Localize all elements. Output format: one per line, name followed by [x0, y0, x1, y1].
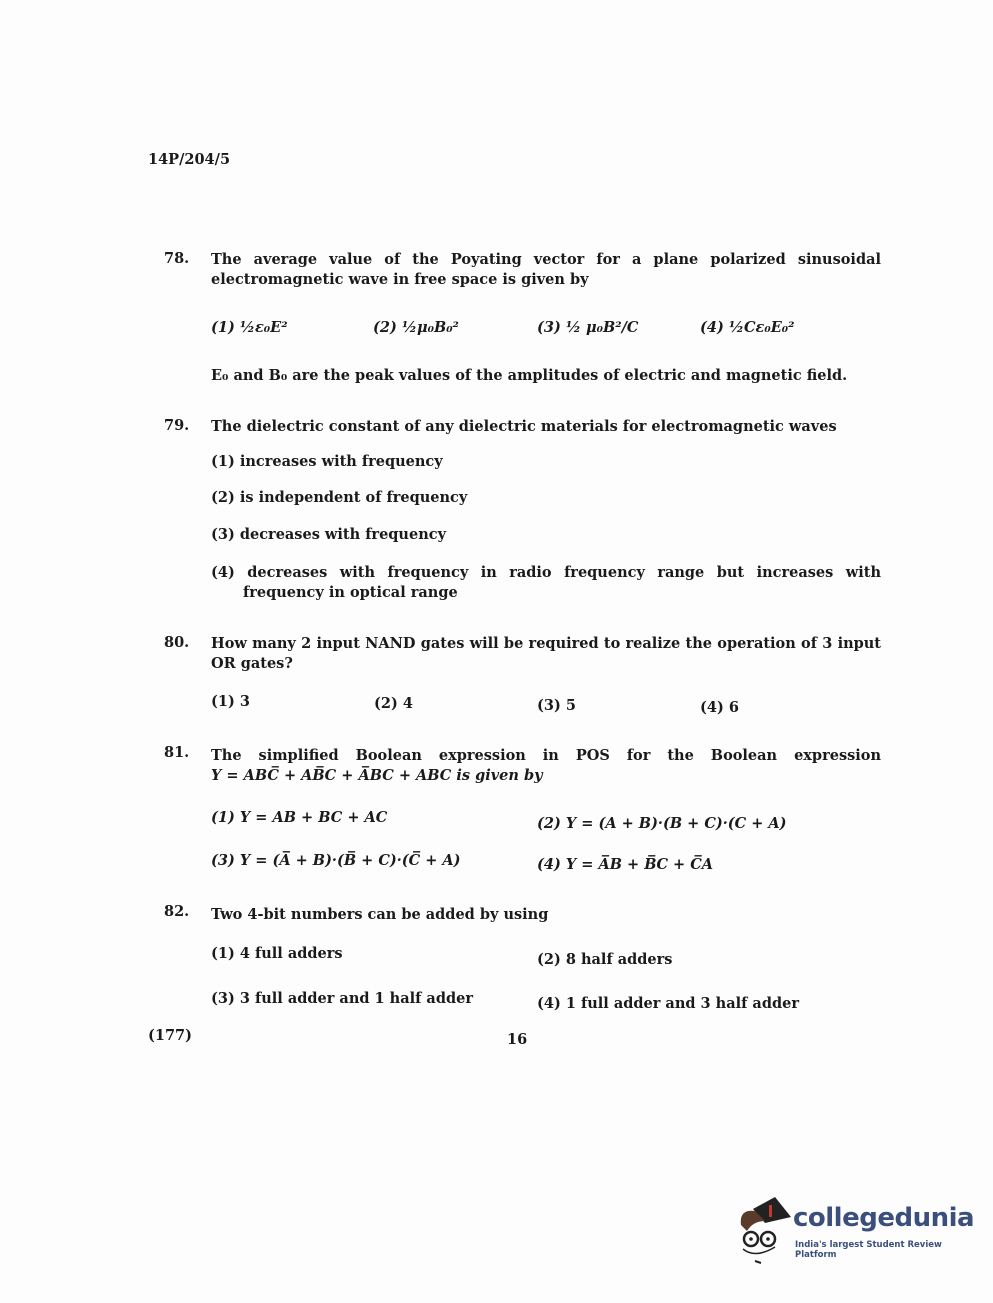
footer-code: (177) [148, 1027, 192, 1044]
option: (3) 5 [537, 697, 576, 714]
option: (2) ½μ₀B₀² [373, 319, 459, 336]
question-number: 82. [164, 903, 190, 920]
option: (4) 1 full adder and 3 half adder [537, 995, 799, 1012]
option: (3) Y = (A̅ + B)·(B̅ + C)·(C̅ + A) [211, 852, 461, 869]
option: (1) 4 full adders [211, 945, 343, 962]
question-note: E₀ and B₀ are the peak values of the amplitudes of electric and magnetic field. [211, 367, 848, 384]
question-number: 80. [164, 634, 190, 651]
mascot-icon [735, 1195, 793, 1265]
question-number: 81. [164, 744, 190, 761]
option: (1) ½ε₀E² [211, 319, 288, 336]
question-text: Two 4-bit numbers can be added by using [211, 906, 549, 923]
option: (1) increases with frequency [211, 453, 443, 470]
option: (3) ½ μ₀B²/C [537, 319, 639, 336]
question-text: The dielectric constant of any dielectric materials for electromagnetic waves [211, 418, 837, 435]
collegedunia-logo [735, 1195, 975, 1265]
option: (4) ½Cε₀E₀² [700, 319, 795, 336]
question-text: How many 2 input NAND gates will be required to realize the operation of 3 input OR gates? [211, 635, 881, 672]
question-text: The simplified Boolean expression in POS for the Boolean expression [211, 747, 881, 764]
option: (2) 8 half adders [537, 951, 673, 968]
option: (4) 6 [700, 699, 739, 716]
option: (2) Y = (A + B)·(B + C)·(C + A) [537, 815, 787, 832]
option: (3) decreases with frequency [211, 526, 446, 543]
logo-tagline: India's largest Student Review Platform [795, 1240, 942, 1260]
option: (4) Y = A̅B + B̅C + C̅A [537, 856, 714, 873]
question-number: 79. [164, 417, 190, 434]
option: (3) 3 full adder and 1 half adder [211, 990, 473, 1007]
option: (1) 3 [211, 693, 250, 710]
option: (1) Y = AB + BC + AC [211, 809, 388, 826]
option: (2) 4 [374, 695, 413, 712]
option: (4) decreases with frequency in radio frequency range but increases with frequency in optical range [211, 564, 881, 601]
question-expression: Y = ABC̅ + AB̅C + A̅BC + ABC is given by [211, 767, 543, 784]
page-number: 16 [507, 1031, 528, 1048]
question-number: 78. [164, 250, 190, 267]
question-text: The average value of the Poyating vector for a plane polarized sinusoidal electromagnetic wave in free space is given by [211, 251, 881, 288]
option: (2) is independent of frequency [211, 489, 468, 506]
paper-code: 14P/204/5 [148, 151, 231, 168]
logo-brand: collegedunia [793, 1203, 975, 1233]
